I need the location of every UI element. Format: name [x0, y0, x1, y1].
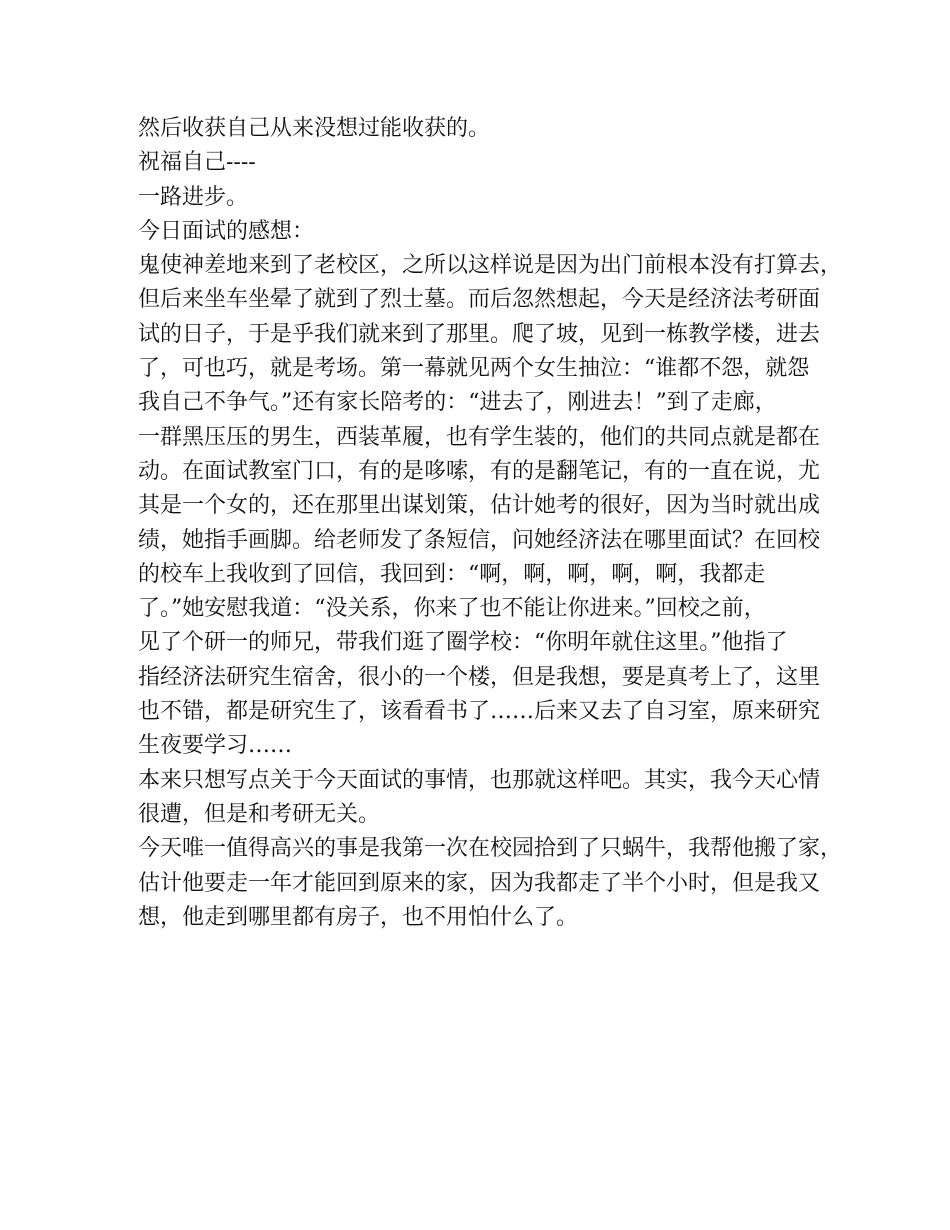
text-line: 其是一个女的，还在那里出谋划策，估计她考的很好，因为当时就出成: [138, 493, 821, 519]
text-line: 绩，她指手画脚。给老师发了条短信，问她经济法在哪里面试？在回校: [138, 527, 821, 553]
text-line: 今天唯一值得高兴的事是我第一次在校园拾到了只蜗牛，我帮他搬了家，: [138, 836, 843, 862]
text-line: 见了个研一的师兄，带我们逛了圈学校：“你明年就住这里。”他指了: [138, 630, 788, 656]
text-line: 了。”她安慰我道：“没关系，你来了也不能让你进来。”回校之前，: [138, 596, 766, 622]
text-line: 我自己不争气。”还有家长陪考的：“进去了，刚进去！”到了走廊，: [138, 390, 777, 416]
text-line: 鬼使神差地来到了老校区，之所以这样说是因为出门前根本没有打算去，: [138, 253, 843, 279]
text-line: 动。在面试教室门口，有的是哆嗦，有的是翻笔记，有的一直在说，尤: [138, 458, 821, 484]
text-line: 的校车上我收到了回信，我回到：“啊，啊，啊，啊，啊，我都走: [138, 561, 766, 587]
text-line: 指经济法研究生宿舍，很小的一个楼，但是我想，要是真考上了，这里: [138, 664, 821, 690]
text-line: 一群黑压压的男生，西装革履，也有学生装的，他们的共同点就是都在: [138, 424, 821, 450]
text-line: 估计他要走一年才能回到原来的家，因为我都走了半个小时，但是我又: [138, 870, 821, 896]
document-body: [138, 112, 843, 935]
text-line: 祝福自己----: [138, 150, 256, 176]
text-line: 了，可也巧，就是考场。第一幕就见两个女生抽泣：“谁都不怨，就怨: [138, 356, 810, 382]
text-line: 生夜要学习……: [138, 733, 293, 759]
text-line: 想，他走到哪里都有房子，也不用怕什么了。: [138, 904, 579, 930]
text-line: 试的日子，于是乎我们就来到了那里。爬了坡，见到一栋教学楼，进去: [138, 321, 821, 347]
text-line: 本来只想写点关于今天面试的事情，也那就这样吧。其实，我今天心情: [138, 767, 821, 793]
text-line: 也不错，都是研究生了，该看看书了……后来又去了自习室，原来研究: [138, 699, 821, 725]
text-line: 一路进步。: [138, 184, 249, 210]
text-line: 然后收获自己从来没想过能收获的。: [138, 116, 491, 141]
text-line: 今日面试的感想：: [138, 218, 315, 244]
text-line: 但后来坐车坐晕了就到了烈士墓。而后忽然想起，今天是经济法考研面: [138, 287, 821, 313]
text-line: 很遭，但是和考研无关。: [138, 801, 381, 827]
